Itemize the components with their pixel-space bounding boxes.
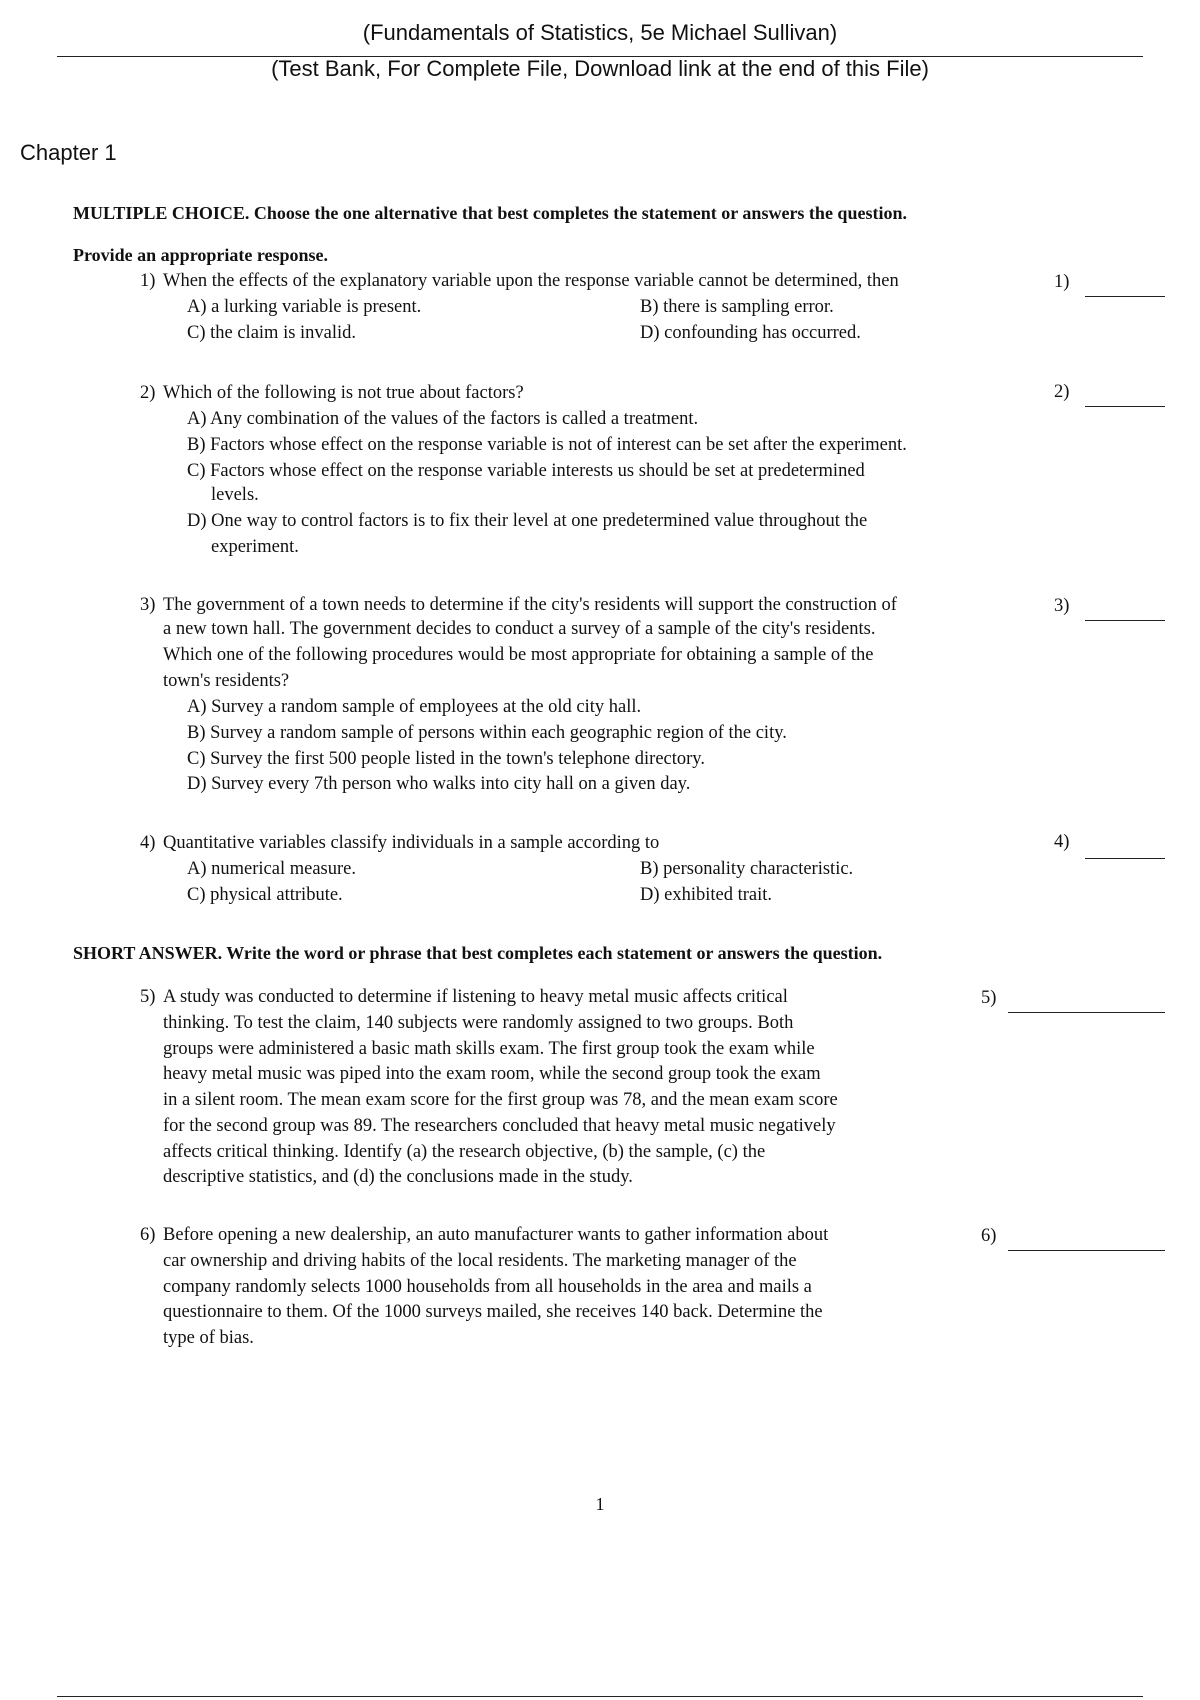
option-b: B) there is sampling error.	[640, 297, 834, 317]
footer-divider	[57, 1696, 1143, 1697]
option-d: D) exhibited trait.	[640, 885, 773, 905]
answer-number: 3)	[1054, 596, 1070, 616]
document-subtitle: (Test Bank, For Complete File, Download link at the end of this File)	[271, 56, 929, 81]
question-text-line: town's residents?	[163, 671, 290, 691]
question-text-line: car ownership and driving habits of the local residents. The marketing manager of the	[163, 1251, 797, 1271]
question-text-line: Before opening a new dealership, an auto manufacturer wants to gather information about	[163, 1225, 829, 1245]
option-a: A) Any combination of the values of the factors is called a treatment.	[187, 409, 699, 429]
answer-number: 5)	[981, 988, 997, 1008]
option-d: D) confounding has occurred.	[640, 323, 861, 343]
question-number: 2)	[140, 383, 156, 403]
question-number: 6)	[140, 1225, 156, 1245]
chapter-title: Chapter 1	[20, 140, 117, 165]
question-text-line: groups were administered a basic math skills exam. The first group took the exam while	[163, 1039, 815, 1059]
question-text-line: type of bias.	[163, 1328, 254, 1348]
question-text: Which of the following is not true about factors?	[163, 383, 524, 403]
mc-subheading: Provide an appropriate response.	[73, 245, 329, 265]
option-b: B) Factors whose effect on the response variable is not of interest can be set after the experiment.	[187, 435, 907, 455]
option-d: D) Survey every 7th person who walks into city hall on a given day.	[187, 774, 691, 794]
option-c: C) Factors whose effect on the response variable interests us should be set at predetermined	[187, 461, 865, 481]
question-text: When the effects of the explanatory variable upon the response variable cannot be determined, then	[163, 271, 899, 291]
option-b: B) Survey a random sample of persons within each geographic region of the city.	[187, 723, 787, 743]
question-number: 1)	[140, 271, 156, 291]
question-text-line: a new town hall. The government decides to conduct a survey of a sample of the city's residents.	[163, 619, 876, 639]
option-d-continued: experiment.	[211, 537, 299, 557]
answer-number: 2)	[1054, 382, 1070, 402]
question-number: 4)	[140, 833, 156, 853]
option-b: B) personality characteristic.	[640, 859, 854, 879]
answer-blank[interactable]	[1085, 620, 1165, 621]
question-text-line: heavy metal music was piped into the exam room, while the second group took the exam	[163, 1064, 821, 1084]
option-d: D) One way to control factors is to fix their level at one predetermined value throughout the	[187, 511, 868, 531]
page-number: 1	[595, 1494, 605, 1514]
mc-section-heading: MULTIPLE CHOICE. Choose the one alternative that best completes the statement or answers the question.	[73, 203, 907, 223]
answer-blank[interactable]	[1085, 858, 1165, 859]
sa-section-heading: SHORT ANSWER. Write the word or phrase that best completes each statement or answers the question.	[73, 943, 883, 963]
question-text-line: questionnaire to them. Of the 1000 surveys mailed, she receives 140 back. Determine the	[163, 1302, 823, 1322]
question-text-line: affects critical thinking. Identify (a) the research objective, (b) the sample, (c) the	[163, 1142, 766, 1162]
option-c: C) Survey the first 500 people listed in the town's telephone directory.	[187, 749, 705, 769]
option-a: A) numerical measure.	[187, 859, 356, 879]
answer-blank[interactable]	[1085, 406, 1165, 407]
question-text-line: thinking. To test the claim, 140 subjects were randomly assigned to two groups. Both	[163, 1013, 794, 1033]
question-text-line: company randomly selects 1000 households from all households in the area and mails a	[163, 1277, 812, 1297]
question-number: 3)	[140, 595, 156, 615]
answer-number: 1)	[1054, 272, 1070, 292]
question-text-line: The government of a town needs to determine if the city's residents will support the construction of	[163, 595, 897, 615]
option-c-continued: levels.	[211, 485, 259, 505]
question-number: 5)	[140, 987, 156, 1007]
option-c: C) physical attribute.	[187, 885, 343, 905]
option-c: C) the claim is invalid.	[187, 323, 357, 343]
answer-blank[interactable]	[1008, 1250, 1165, 1251]
option-a: A) Survey a random sample of employees at the old city hall.	[187, 697, 642, 717]
option-a: A) a lurking variable is present.	[187, 297, 422, 317]
document-title: (Fundamentals of Statistics, 5e Michael Sullivan)	[362, 20, 838, 45]
question-text-line: for the second group was 89. The researchers concluded that heavy metal music negatively	[163, 1116, 836, 1136]
question-text-line: A study was conducted to determine if listening to heavy metal music affects critical	[163, 987, 788, 1007]
question-text-line: in a silent room. The mean exam score for the first group was 78, and the mean exam score	[163, 1090, 838, 1110]
question-text-line: descriptive statistics, and (d) the conclusions made in the study.	[163, 1167, 633, 1187]
answer-number: 4)	[1054, 832, 1070, 852]
answer-number: 6)	[981, 1226, 997, 1246]
question-text: Quantitative variables classify individuals in a sample according to	[163, 833, 660, 853]
answer-blank[interactable]	[1008, 1012, 1165, 1013]
answer-blank[interactable]	[1085, 296, 1165, 297]
question-text-line: Which one of the following procedures would be most appropriate for obtaining a sample of the	[163, 645, 874, 665]
